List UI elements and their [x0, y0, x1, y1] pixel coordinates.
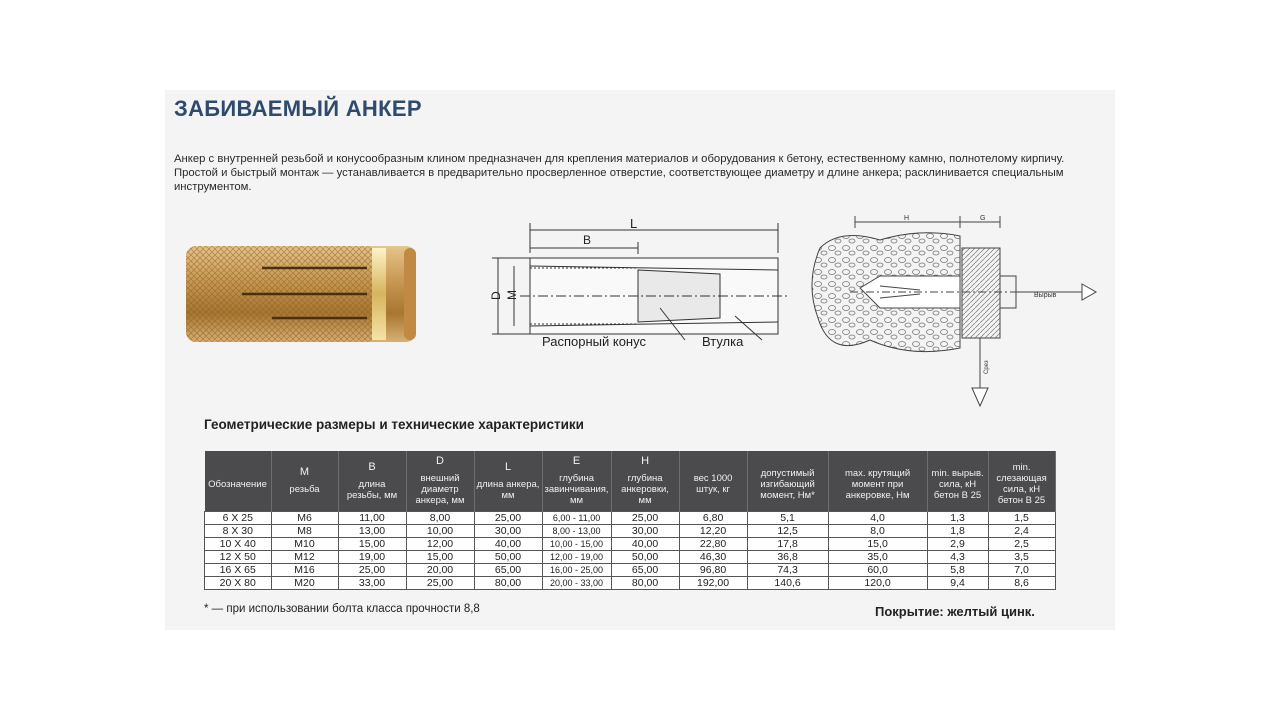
col-header: допустимый изгибающий момент, Нм* — [747, 451, 828, 512]
table-cell: 19,00 — [338, 551, 406, 564]
table-cell: 20 X 80 — [205, 577, 272, 590]
col-header: вес 1000 штук, кг — [679, 451, 747, 512]
footnote: * — при использовании болта класса прочности 8,8 — [204, 603, 480, 615]
table-cell: 6,80 — [679, 512, 747, 525]
table-cell: 10,00 — [406, 525, 474, 538]
table-cell: 10 X 40 — [205, 538, 272, 551]
dim-label-L: L — [630, 216, 638, 231]
table-cell: 12,5 — [747, 525, 828, 538]
table-row — [205, 525, 1056, 538]
table-cell: 15,00 — [338, 538, 406, 551]
table-cell: 2,9 — [927, 538, 988, 551]
table-cell: 6,00 - 11,00 — [542, 512, 611, 525]
table-cell: 36,8 — [747, 551, 828, 564]
table-cell: 4,3 — [927, 551, 988, 564]
anchor-section-drawing — [480, 208, 800, 358]
table-cell: 20,00 — [406, 564, 474, 577]
table-row — [205, 538, 1056, 551]
table-cell: 25,00 — [611, 512, 679, 525]
table-cell: 50,00 — [474, 551, 542, 564]
dim-label-M: M — [505, 290, 519, 300]
table-cell: 6 X 25 — [205, 512, 272, 525]
col-header: M резьба — [271, 451, 338, 512]
table-header-row — [205, 451, 1056, 512]
anchor-photo — [182, 240, 422, 348]
table-cell: 140,6 — [747, 577, 828, 590]
table-cell: 30,00 — [611, 525, 679, 538]
table-cell: M20 — [271, 577, 338, 590]
col-header: H глубина анкеровки, мм — [611, 451, 679, 512]
table-cell: 17,8 — [747, 538, 828, 551]
table-cell: 25,00 — [406, 577, 474, 590]
table-cell: 8,0 — [828, 525, 927, 538]
table-cell: M6 — [271, 512, 338, 525]
table-cell: 10,00 - 15,00 — [542, 538, 611, 551]
table-cell: 20,00 - 33,00 — [542, 577, 611, 590]
page-title: ЗАБИВАЕМЫЙ АНКЕР — [174, 96, 422, 121]
table-cell: 40,00 — [611, 538, 679, 551]
col-header: D внешний диаметр анкера, мм — [406, 451, 474, 512]
table-cell: 11,00 — [338, 512, 406, 525]
table-cell: 50,00 — [611, 551, 679, 564]
pull-label: Вырыв — [1034, 292, 1057, 299]
table-cell: 60,0 — [828, 564, 927, 577]
table-row — [205, 577, 1056, 590]
col-header: min. слезающая сила, кН бетон В 25 — [988, 451, 1055, 512]
table-cell: 16 X 65 — [205, 564, 272, 577]
shear-label: Срез — [984, 360, 990, 374]
table-cell: 33,00 — [338, 577, 406, 590]
table-cell: 2,4 — [988, 525, 1055, 538]
table-cell: 46,30 — [679, 551, 747, 564]
table-cell: 40,00 — [474, 538, 542, 551]
table-cell: M10 — [271, 538, 338, 551]
table-cell: 16,00 - 25,00 — [542, 564, 611, 577]
table-cell: 8,6 — [988, 577, 1055, 590]
table-title: Геометрические размеры и технические характеристики — [204, 417, 584, 432]
table-cell: 80,00 — [611, 577, 679, 590]
table-cell: 8 X 30 — [205, 525, 272, 538]
table-cell: M16 — [271, 564, 338, 577]
table-cell: 4,0 — [828, 512, 927, 525]
table-cell: 15,0 — [828, 538, 927, 551]
table-cell: M12 — [271, 551, 338, 564]
table-cell: 1,5 — [988, 512, 1055, 525]
table-cell: 22,80 — [679, 538, 747, 551]
coating-note: Покрытие: желтый цинк. — [875, 604, 1035, 619]
table-row — [205, 564, 1056, 577]
table-cell: 1,8 — [927, 525, 988, 538]
col-header: Обозначение — [205, 451, 272, 512]
table-cell: 5,1 — [747, 512, 828, 525]
table-cell: 35,0 — [828, 551, 927, 564]
table-cell: 30,00 — [474, 525, 542, 538]
dim-label-D: D — [489, 291, 503, 300]
cone-label: Распорный конус — [542, 334, 646, 349]
dim-label-G: G — [980, 215, 986, 222]
table-cell: 8,00 - 13,00 — [542, 525, 611, 538]
table-cell: 12,20 — [679, 525, 747, 538]
installation-drawing — [800, 208, 1105, 423]
table-cell: 65,00 — [611, 564, 679, 577]
table-cell: 9,4 — [927, 577, 988, 590]
table-cell: 80,00 — [474, 577, 542, 590]
col-header: min. вырыв. сила, кН бетон В 25 — [927, 451, 988, 512]
table-cell: 12 X 50 — [205, 551, 272, 564]
table-cell: 1,3 — [927, 512, 988, 525]
table-cell: 25,00 — [338, 564, 406, 577]
spec-table — [204, 451, 1056, 590]
col-header: max. крутящий момент при анкеровке, Нм — [828, 451, 927, 512]
dim-label-B: B — [583, 233, 592, 247]
col-header: B длина резьбы, мм — [338, 451, 406, 512]
table-row — [205, 512, 1056, 525]
table-cell: 3,5 — [988, 551, 1055, 564]
table-cell: 25,00 — [474, 512, 542, 525]
table-cell: 12,00 — [406, 538, 474, 551]
col-header: E глубина завинчивания, мм — [542, 451, 611, 512]
table-cell: M8 — [271, 525, 338, 538]
table-cell: 74,3 — [747, 564, 828, 577]
table-cell: 5,8 — [927, 564, 988, 577]
product-description: Анкер с внутренней резьбой и конусообразным клином предназначен для крепления материалов и оборудования к бетону, естественному камню, полнотелому кирпичу. Простой и быстрый монтаж — устанавливается в предварительно просверленное отверстие, соответствующее диаметру и длине анкера; расклинивается специальным инструментом. — [174, 153, 1065, 193]
table-cell: 65,00 — [474, 564, 542, 577]
sleeve-label: Втулка — [702, 334, 744, 349]
table-cell: 8,00 — [406, 512, 474, 525]
table-cell: 13,00 — [338, 525, 406, 538]
table-row — [205, 551, 1056, 564]
col-header: L длина анкера, мм — [474, 451, 542, 512]
table-cell: 7,0 — [988, 564, 1055, 577]
table-cell: 120,0 — [828, 577, 927, 590]
dim-label-H: H — [904, 215, 910, 222]
table-cell: 192,00 — [679, 577, 747, 590]
table-cell: 96,80 — [679, 564, 747, 577]
table-cell: 2,5 — [988, 538, 1055, 551]
table-cell: 15,00 — [406, 551, 474, 564]
table-cell: 12,00 - 19,00 — [542, 551, 611, 564]
